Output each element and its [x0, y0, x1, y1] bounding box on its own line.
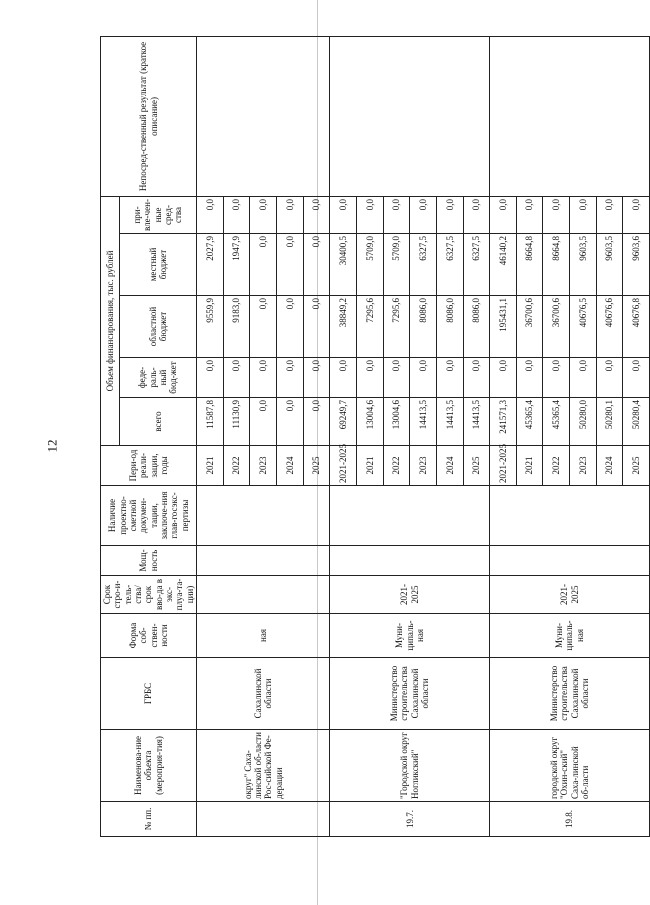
header-total: всего: [119, 398, 196, 446]
cell-other: 0,0: [543, 196, 570, 233]
cell-result: [197, 36, 330, 196]
cell-regional: 0,0: [250, 296, 277, 358]
cell-other: 0,0: [436, 196, 463, 233]
cell-regional: 0,0: [277, 296, 304, 358]
cell-federal: 0,0: [570, 358, 597, 398]
header-row-1: [101, 36, 120, 836]
cell-regional: 40676,8: [623, 296, 650, 358]
cell-local: 46140,2: [490, 234, 517, 296]
cell-federal: 0,0: [330, 358, 357, 398]
cell-federal: 0,0: [463, 358, 490, 398]
header-power: Мощ-ность: [101, 546, 197, 576]
cell-year: 2024: [277, 446, 304, 486]
cell-local: 6327,5: [436, 234, 463, 296]
cell-local: 8664,8: [516, 234, 543, 296]
cell-local: 0,0: [277, 234, 304, 296]
cell-object-name: городской округ "Охин-ский" Саха-линской об-ласти: [490, 730, 650, 802]
cell-docs: [197, 486, 330, 546]
cell-federal: 0,0: [490, 358, 517, 398]
cell-total: 14413,5: [436, 398, 463, 446]
cell-local: 30400,5: [330, 234, 357, 296]
cell-local: 0,0: [250, 234, 277, 296]
cell-object-name: "Городской округ Ногликский": [330, 730, 490, 802]
cell-regional: 40676,5: [570, 296, 597, 358]
cell-power: [197, 546, 330, 576]
cell-year: 2022: [383, 446, 410, 486]
cell-other: 0,0: [570, 196, 597, 233]
cell-result: [490, 36, 650, 196]
cell-other: 0,0: [623, 196, 650, 233]
cell-other: 0,0: [330, 196, 357, 233]
cell-local: 9603,5: [596, 234, 623, 296]
cell-regional: 7295,6: [383, 296, 410, 358]
cell-federal: 0,0: [383, 358, 410, 398]
cell-other: 0,0: [197, 196, 224, 233]
cell-total: 14413,5: [410, 398, 437, 446]
cell-year: 2024: [596, 446, 623, 486]
cell-federal: 0,0: [303, 358, 330, 398]
cell-regional: 9183,0: [223, 296, 250, 358]
cell-year: 2022: [543, 446, 570, 486]
cell-total: 50280,4: [623, 398, 650, 446]
cell-local: 6327,5: [410, 234, 437, 296]
cell-year: 2021-2025: [330, 446, 357, 486]
cell-total: 45365,4: [516, 398, 543, 446]
cell-local: 0,0: [303, 234, 330, 296]
cell-other: 0,0: [356, 196, 383, 233]
table-row: [330, 36, 357, 836]
cell-result: [330, 36, 490, 196]
cell-regional: 0,0: [303, 296, 330, 358]
cell-federal: 0,0: [623, 358, 650, 398]
cell-total: 45365,4: [543, 398, 570, 446]
cell-year: 2025: [623, 446, 650, 486]
cell-total: 11587,8: [197, 398, 224, 446]
cell-grbs: Сахалинской области: [197, 658, 330, 730]
cell-federal: 0,0: [250, 358, 277, 398]
header-term: Срок стро-и-тель-ства/срок вво-да в экс-плуа-та-ции): [101, 576, 197, 614]
cell-local: 9603,6: [623, 234, 650, 296]
cell-total: 13004,6: [383, 398, 410, 446]
table-row: [197, 36, 224, 836]
cell-federal: 0,0: [516, 358, 543, 398]
cell-other: 0,0: [596, 196, 623, 233]
header-grbs: ГРБС: [101, 658, 197, 730]
cell-federal: 0,0: [543, 358, 570, 398]
cell-year: 2021: [356, 446, 383, 486]
cell-docs: [330, 486, 490, 546]
cell-other: 0,0: [250, 196, 277, 233]
cell-total: 13004,6: [356, 398, 383, 446]
cell-other: 0,0: [490, 196, 517, 233]
cell-year: 2023: [410, 446, 437, 486]
cell-total: 0,0: [277, 398, 304, 446]
table-row: [490, 36, 517, 836]
cell-other: 0,0: [383, 196, 410, 233]
cell-local: 5709,0: [356, 234, 383, 296]
cell-regional: 40676,6: [596, 296, 623, 358]
cell-ownership-form: Муни-ципаль-ная: [330, 614, 490, 658]
header-form: Форма соб-ствен-ности: [101, 614, 197, 658]
cell-year: 2021-2025: [490, 446, 517, 486]
header-docs: Наличие проектно-сметной докумен-тации, заключе-ния глав-госэкс-пертизы: [101, 486, 197, 546]
financing-table: [100, 36, 650, 837]
header-financing: Объем финансирования, тыс. рублей: [101, 196, 120, 445]
cell-year: 2025: [463, 446, 490, 486]
cell-term: 2021-2025: [330, 576, 490, 614]
cell-regional: 9559,9: [197, 296, 224, 358]
cell-total: 50280,0: [570, 398, 597, 446]
cell-regional: 8086,0: [463, 296, 490, 358]
cell-docs: [490, 486, 650, 546]
header-name: Наименова-ние объекта (мероприя-тия): [101, 730, 197, 802]
cell-year: 2024: [436, 446, 463, 486]
header-other: при-вле-чен-ные сред-ства: [119, 196, 196, 233]
cell-regional: 7295,6: [356, 296, 383, 358]
header-local: местный бюджет: [119, 234, 196, 296]
cell-total: 0,0: [303, 398, 330, 446]
cell-grbs: Министерство строительства Сахалинской области: [330, 658, 490, 730]
cell-local: 8664,8: [543, 234, 570, 296]
cell-power: [490, 546, 650, 576]
cell-total: 0,0: [250, 398, 277, 446]
header-result: Непосред-ственный результат (краткое описание): [101, 36, 197, 196]
cell-no: 19.8.: [490, 802, 650, 837]
cell-regional: 195431,1: [490, 296, 517, 358]
cell-federal: 0,0: [436, 358, 463, 398]
cell-grbs: Министерство строительства Сахалинской области: [490, 658, 650, 730]
cell-local: 6327,5: [463, 234, 490, 296]
cell-term: 2021-2025: [490, 576, 650, 614]
cell-total: 14413,5: [463, 398, 490, 446]
header-regional: областной бюджет: [119, 296, 196, 358]
cell-federal: 0,0: [223, 358, 250, 398]
cell-year: 2021: [516, 446, 543, 486]
cell-year: 2023: [250, 446, 277, 486]
cell-total: 69249,7: [330, 398, 357, 446]
cell-year: 2025: [303, 446, 330, 486]
cell-federal: 0,0: [277, 358, 304, 398]
cell-object-name: округ" Саха-линской об-ласти Рос-сийской Фе-дерации: [197, 730, 330, 802]
cell-local: 5709,0: [383, 234, 410, 296]
cell-year: 2022: [223, 446, 250, 486]
cell-term: [197, 576, 330, 614]
cell-other: 0,0: [516, 196, 543, 233]
cell-local: 2027,9: [197, 234, 224, 296]
header-period: Пери-од реали-зации, годы: [101, 446, 197, 486]
cell-regional: 36700,6: [516, 296, 543, 358]
cell-regional: 36700,6: [543, 296, 570, 358]
cell-other: 0,0: [303, 196, 330, 233]
cell-federal: 0,0: [596, 358, 623, 398]
cell-year: 2021: [197, 446, 224, 486]
table-body: [197, 36, 650, 836]
cell-total: 241571,3: [490, 398, 517, 446]
financing-table-rotated: [100, 37, 642, 837]
cell-other: 0,0: [223, 196, 250, 233]
cell-no: 19.7.: [330, 802, 490, 837]
header-federal: феде-раль-ный бюд-жет: [119, 358, 196, 398]
cell-ownership-form: ная: [197, 614, 330, 658]
cell-ownership-form: Муни-ципаль-ная: [490, 614, 650, 658]
cell-other: 0,0: [463, 196, 490, 233]
cell-local: 1947,9: [223, 234, 250, 296]
cell-federal: 0,0: [356, 358, 383, 398]
cell-federal: 0,0: [410, 358, 437, 398]
header-no: № пп.: [101, 802, 197, 837]
cell-total: 50280,1: [596, 398, 623, 446]
cell-local: 9603,5: [570, 234, 597, 296]
cell-regional: 8086,0: [436, 296, 463, 358]
cell-no: [197, 802, 330, 837]
cell-year: 2023: [570, 446, 597, 486]
cell-regional: 38849,2: [330, 296, 357, 358]
cell-regional: 8086,0: [410, 296, 437, 358]
cell-other: 0,0: [277, 196, 304, 233]
cell-total: 11130,9: [223, 398, 250, 446]
cell-federal: 0,0: [197, 358, 224, 398]
cell-power: [330, 546, 490, 576]
page-number: 12: [44, 439, 60, 453]
cell-other: 0,0: [410, 196, 437, 233]
